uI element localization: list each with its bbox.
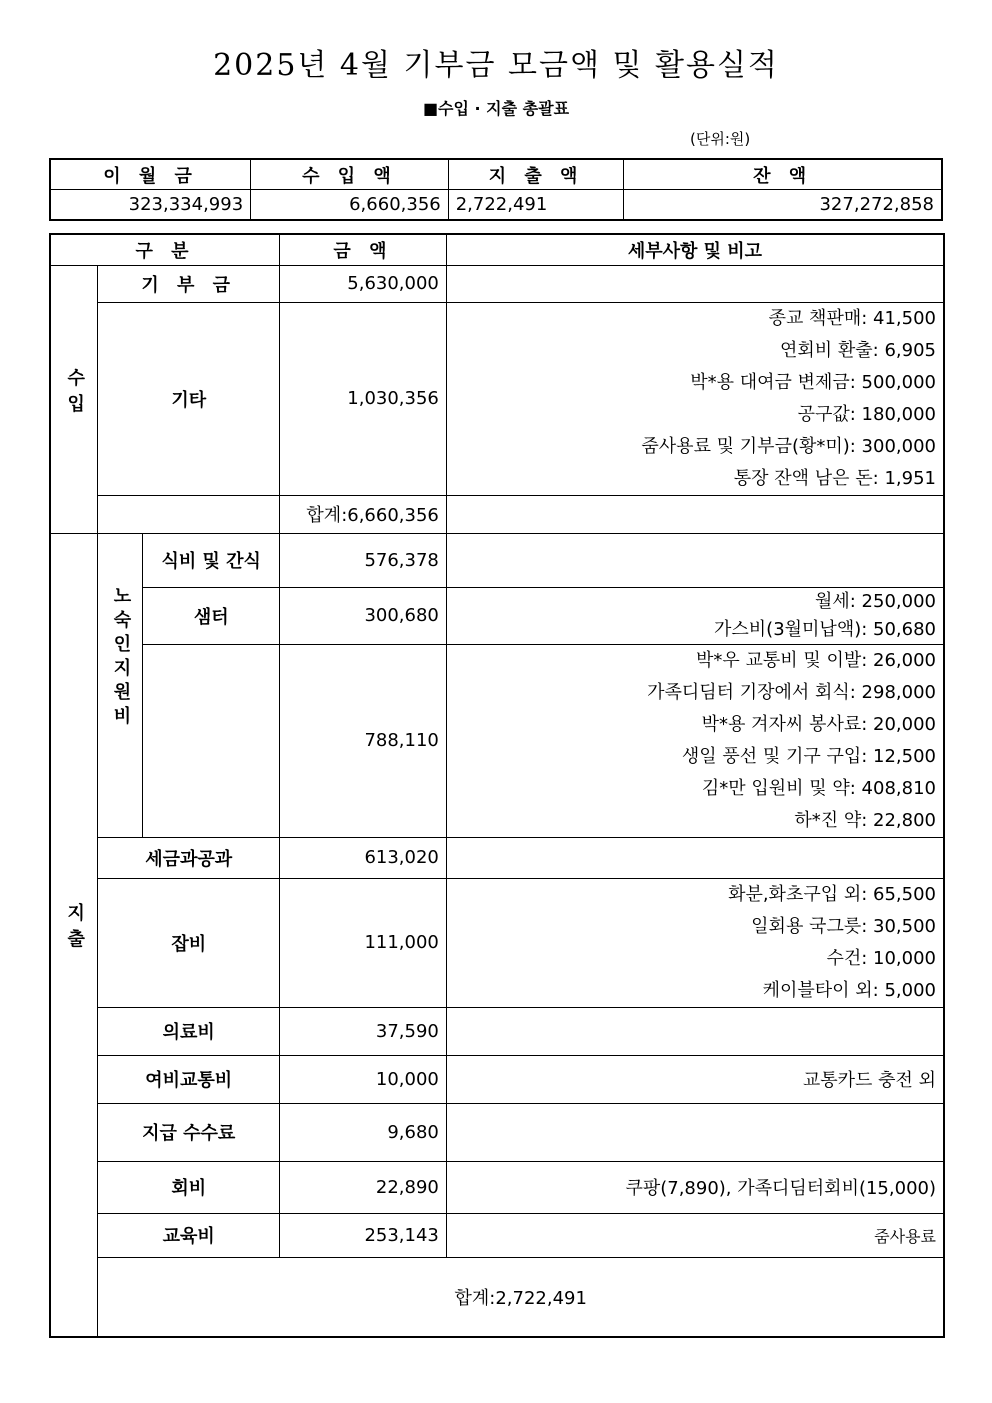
table-header-row <box>50 234 944 265</box>
expense-total-row <box>50 1257 944 1337</box>
list-item: 월세: 250,000 <box>815 590 936 612</box>
expense-food-row <box>50 533 944 587</box>
food-label: 식비 및 간식 <box>143 533 280 587</box>
summary-header-balance: 잔 액 <box>624 159 942 190</box>
misc-amount: 788,110 <box>280 644 447 837</box>
summary-value-row <box>50 190 942 221</box>
expense-misc-row <box>50 644 944 837</box>
summary-header-row <box>50 159 942 190</box>
expense-medical-row <box>50 1007 944 1055</box>
food-amount: 576,378 <box>280 533 447 587</box>
list-item: 통장 잔액 남은 돈: 1,951 <box>733 467 936 489</box>
expense-taxes-row <box>50 837 944 878</box>
expense-education-row <box>50 1213 944 1257</box>
medical-amount: 37,590 <box>280 1007 447 1055</box>
sundry-label: 잡비 <box>98 878 280 1007</box>
summary-carryover: 323,334,993 <box>50 190 251 221</box>
list-item: 일회용 국그릇: 30,500 <box>751 915 936 937</box>
list-item: 종교 책판매: 41,500 <box>768 307 936 329</box>
education-detail: 줌사용료 <box>446 1213 944 1257</box>
list-item: 박*우 교통비 및 이발: 26,000 <box>695 649 936 671</box>
summary-header-carryover: 이 월 금 <box>50 159 251 190</box>
detail-table <box>49 233 945 1338</box>
sundry-details <box>446 878 944 1007</box>
list-item: 박*용 대여금 변제금: 500,000 <box>690 371 936 393</box>
page-title: 2025년 4월 기부금 모금액 및 활용실적 <box>213 48 779 83</box>
dues-amount: 22,890 <box>280 1161 447 1213</box>
summary-header-expense: 지 출 액 <box>448 159 624 190</box>
income-other-details <box>446 302 944 495</box>
list-item: 줌사용료 및 기부금(황*미): 300,000 <box>641 435 936 457</box>
list-item: 박*용 겨자씨 봉사료: 20,000 <box>701 713 936 735</box>
expense-total: 합계:2,722,491 <box>98 1257 944 1337</box>
expense-shelter-row <box>50 587 944 644</box>
list-item: 케이블타이 외: 5,000 <box>762 979 936 1001</box>
subtitle: ■수입 · 지출 총괄표 <box>422 99 570 118</box>
income-label: 수입 <box>50 265 98 533</box>
unit-label: (단위:원) <box>690 130 751 148</box>
expense-fees-row <box>50 1103 944 1161</box>
summary-expense: 2,722,491 <box>448 190 624 221</box>
summary-income: 6,660,356 <box>251 190 449 221</box>
header-amount: 금 액 <box>280 234 447 265</box>
income-donation-label: 기 부 금 <box>98 265 280 302</box>
income-other-row <box>50 302 944 495</box>
list-item: 김*만 입원비 및 약: 408,810 <box>701 777 936 799</box>
list-item: 공구값: 180,000 <box>797 403 936 425</box>
list-item: 수건: 10,000 <box>826 947 936 969</box>
expense-sundry-row <box>50 878 944 1007</box>
income-other-amount: 1,030,356 <box>280 302 447 495</box>
travel-detail: 교통카드 충전 외 <box>446 1055 944 1103</box>
taxes-label: 세금과공과 <box>98 837 280 878</box>
taxes-amount: 613,020 <box>280 837 447 878</box>
header-detail: 세부사항 및 비고 <box>446 234 944 265</box>
income-total-row <box>50 495 944 533</box>
list-item: 하*진 약: 22,800 <box>794 809 936 831</box>
income-other-label: 기타 <box>98 302 280 495</box>
expense-travel-row <box>50 1055 944 1103</box>
expense-label: 지출 <box>50 533 98 1337</box>
list-item: 생일 풍선 및 기구 구입: 12,500 <box>681 745 936 767</box>
header-category: 구 분 <box>50 234 280 265</box>
list-item: 화분,화초구입 외: 65,500 <box>728 883 936 905</box>
shelter-label: 샘터 <box>143 587 280 644</box>
shelter-details <box>446 587 944 644</box>
summary-balance: 327,272,858 <box>624 190 942 221</box>
education-label: 교육비 <box>98 1213 280 1257</box>
list-item: 연회비 환출: 6,905 <box>780 339 936 361</box>
fees-amount: 9,680 <box>280 1103 447 1161</box>
summary-header-income: 수 입 액 <box>251 159 449 190</box>
sundry-amount: 111,000 <box>280 878 447 1007</box>
misc-details <box>446 644 944 837</box>
summary-table <box>49 158 943 221</box>
list-item: 가족디딤터 기장에서 회식: 298,000 <box>647 681 936 703</box>
shelter-amount: 300,680 <box>280 587 447 644</box>
travel-amount: 10,000 <box>280 1055 447 1103</box>
income-donation-amount: 5,630,000 <box>280 265 447 302</box>
income-total: 합계:6,660,356 <box>280 495 447 533</box>
dues-label: 회비 <box>98 1161 280 1213</box>
dues-detail: 쿠팡(7,890), 가족디딤터회비(15,000) <box>446 1161 944 1213</box>
medical-label: 의료비 <box>98 1007 280 1055</box>
income-donation-row <box>50 265 944 302</box>
travel-label: 여비교통비 <box>98 1055 280 1103</box>
list-item: 가스비(3월미납액): 50,680 <box>714 618 936 640</box>
expense-dues-row <box>50 1161 944 1213</box>
fees-label: 지급 수수료 <box>98 1103 280 1161</box>
education-amount: 253,143 <box>280 1213 447 1257</box>
homeless-support-label: 노숙인지원비 <box>98 533 143 837</box>
